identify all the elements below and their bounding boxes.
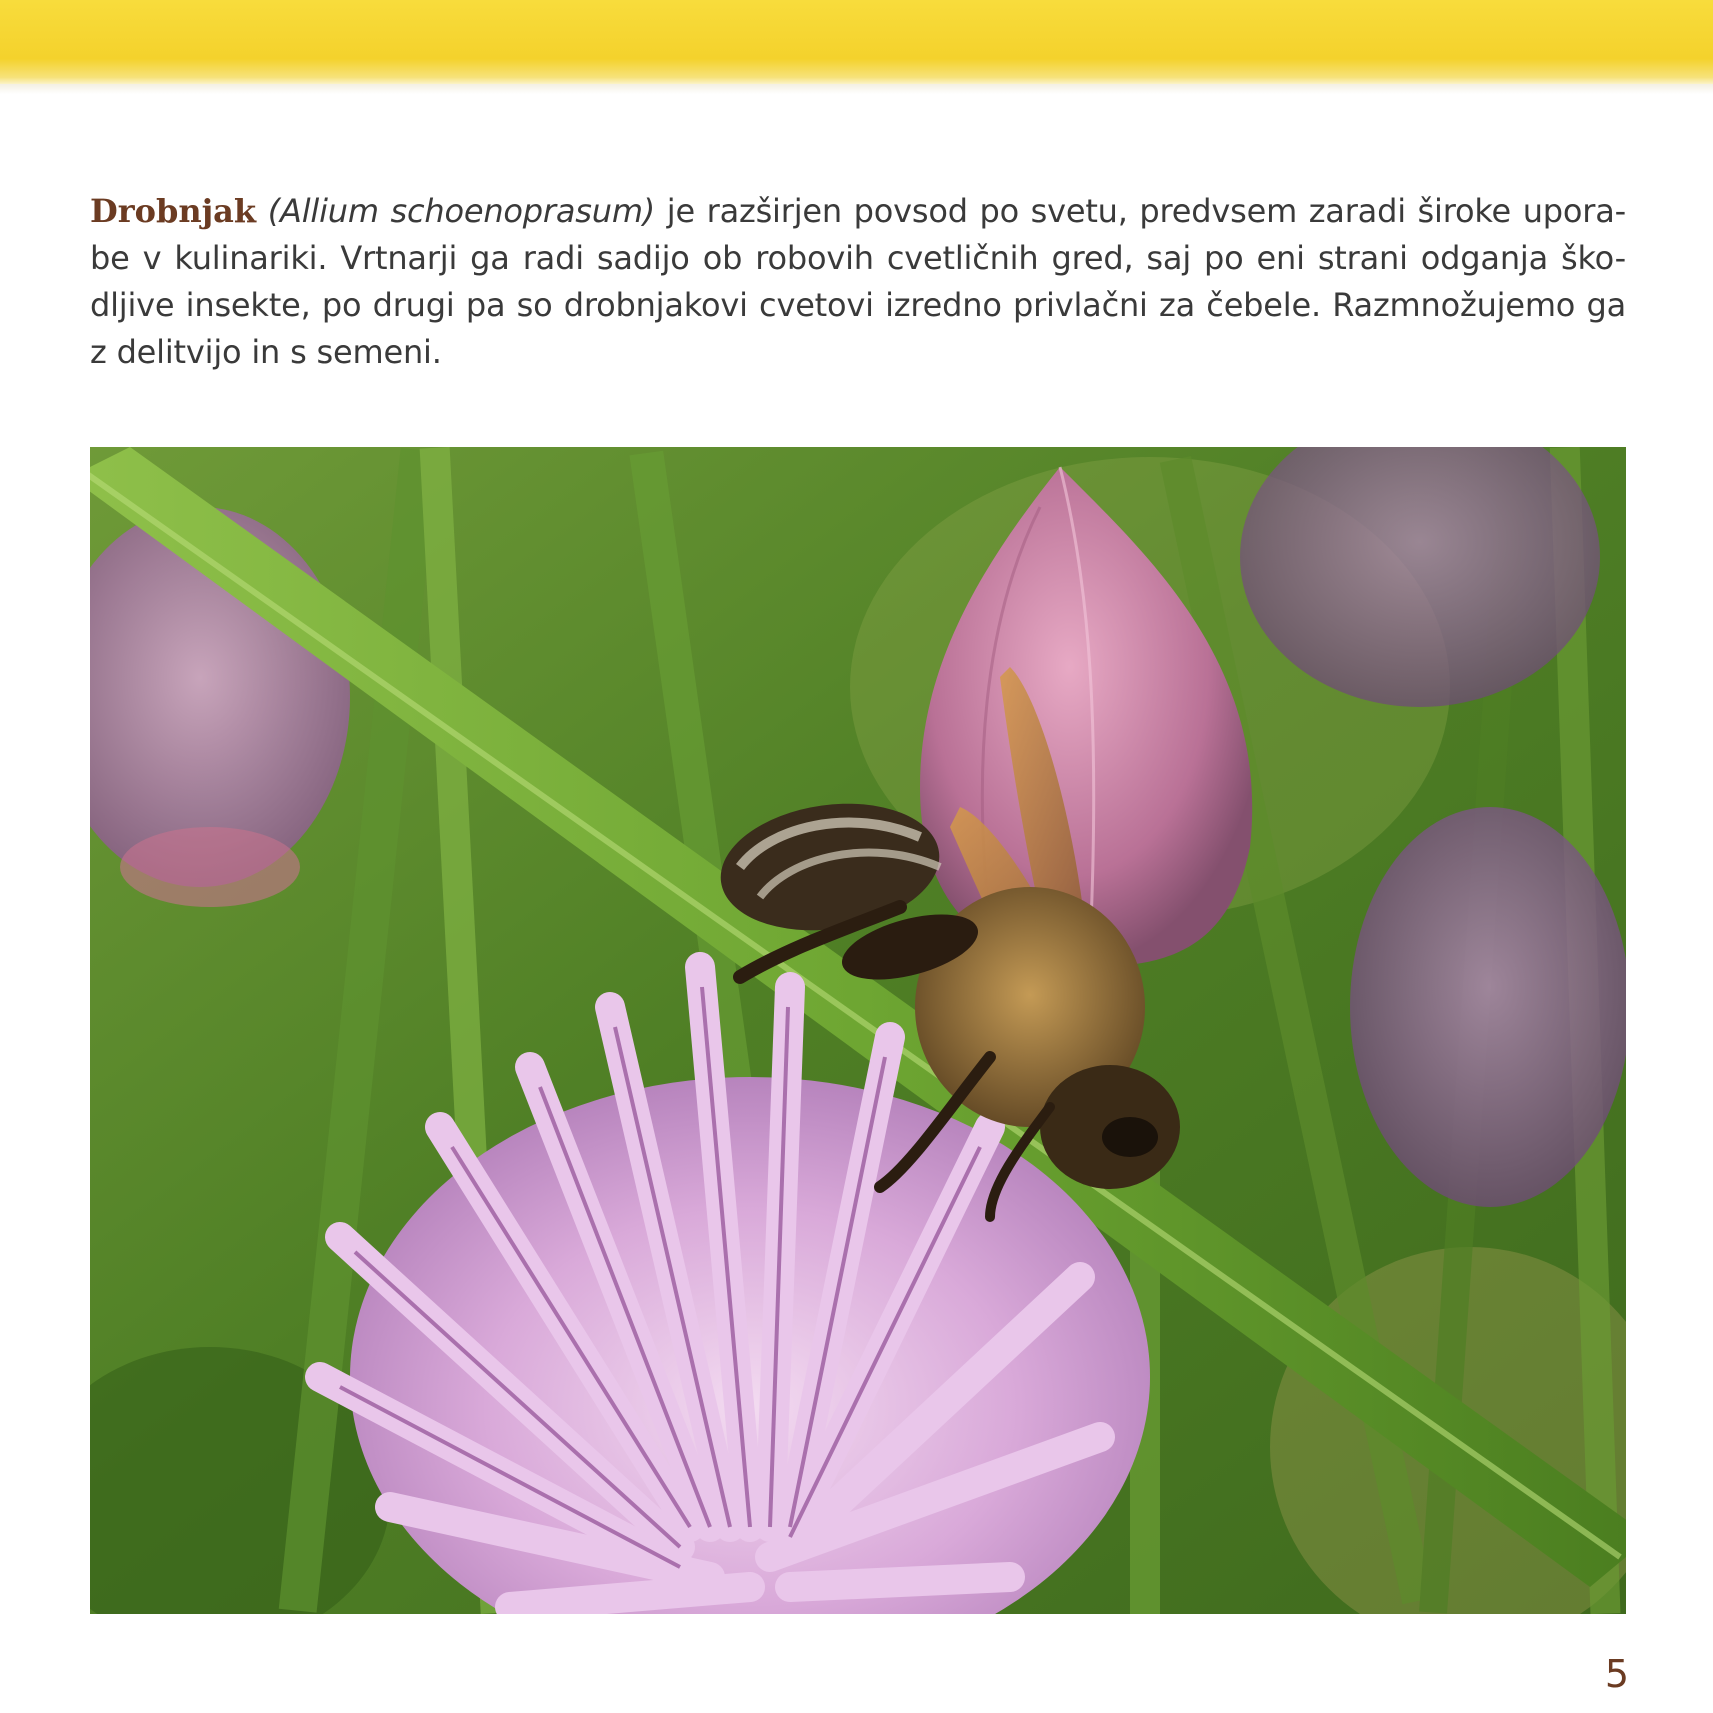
intro-body-text: je razširjen povsod po svetu, predvsem zaradi široke upora-be v kulinariki. Vrtnarji ga radi sadijo ob robovih cvetličnih gred, saj po eni strani odganja ško-dljive insekte, po drugi pa so drobnjakovi cvetovi izredno privlačni za čebele. Razmnožujemo ga z delitvijo in s semeni.	[90, 192, 1626, 371]
intro-paragraph	[90, 188, 1626, 376]
top-color-band	[0, 0, 1713, 84]
bee-on-chive-photo	[90, 447, 1626, 1614]
page-number: 5	[1604, 1652, 1629, 1696]
plant-name: Drobnjak	[90, 192, 257, 230]
latin-name: (Allium schoenoprasum)	[267, 192, 656, 230]
top-band-fade	[0, 84, 1713, 94]
